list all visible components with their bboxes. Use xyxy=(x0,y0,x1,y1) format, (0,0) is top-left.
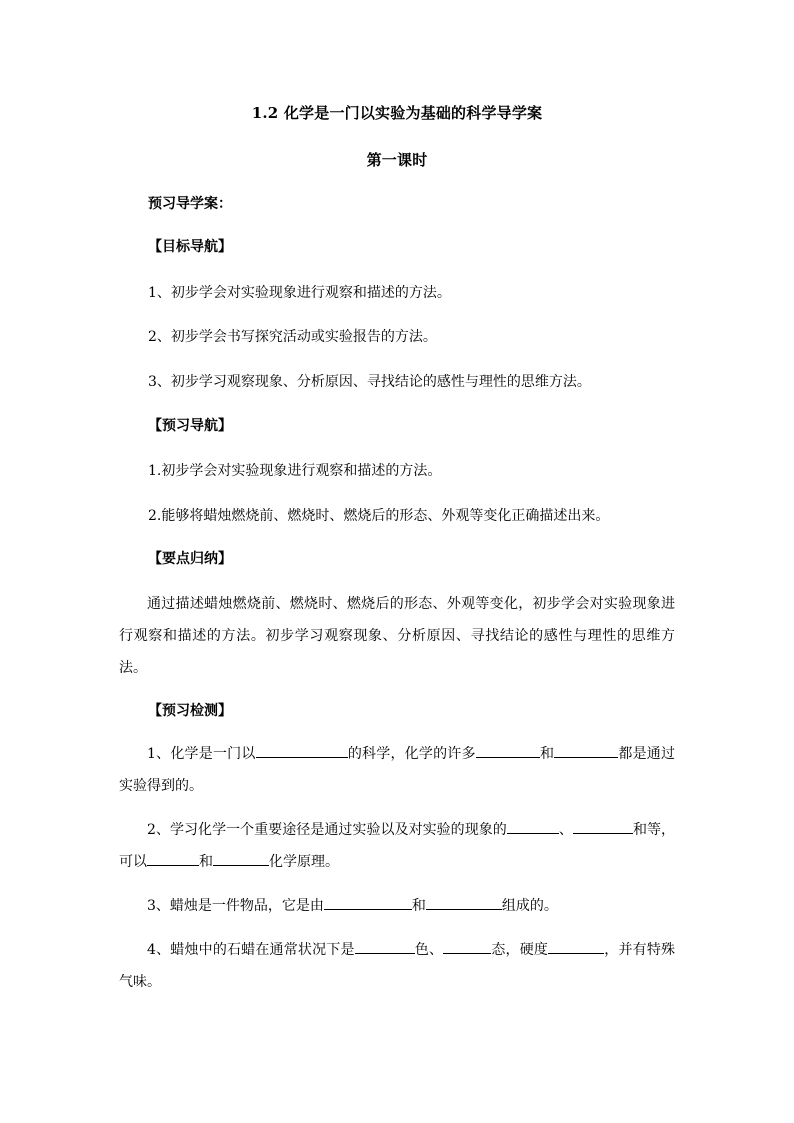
question-4 xyxy=(119,934,675,998)
question-4-part-c: 态，硬度 xyxy=(491,942,549,958)
section-preview-label: 预习导学案： xyxy=(148,196,232,212)
question-3-part-a: 3、蜡烛是一件物品，它是由 xyxy=(147,898,324,914)
answer-blank[interactable] xyxy=(213,851,269,866)
key-points-text: 通过描述蜡烛燃烧前、燃烧时、燃烧后的形态、外观等变化，初步学会对实验现象进行观察和描述的方法。初步学习观察现象、分析原因、寻找结论的感性与理性的思维方法。 xyxy=(119,596,675,676)
answer-blank[interactable] xyxy=(554,743,618,758)
question-2-part-a: 2、学习化学一个重要途径是通过实验以及对实验的现象的 xyxy=(147,822,507,838)
question-1-part-c: 和 xyxy=(539,746,555,762)
question-4-part-b: 色、 xyxy=(414,942,444,958)
answer-blank[interactable] xyxy=(324,895,412,910)
question-2-part-e: 化学原理。 xyxy=(269,854,339,870)
question-1-part-a: 1、化学是一门以 xyxy=(147,746,256,762)
answer-blank[interactable] xyxy=(507,819,559,834)
document-subtitle: 第一课时 xyxy=(366,151,428,169)
question-2-part-c: 和等，可以 xyxy=(119,822,676,870)
question-1 xyxy=(119,738,675,802)
question-1-part-b: 的科学，化学的许多 xyxy=(347,746,476,762)
goal-item-3: 3、初步学习观察现象、分析原因、寻找结论的感性与理性的思维方法。 xyxy=(148,374,591,390)
question-2 xyxy=(119,814,675,878)
question-4-part-a: 4、蜡烛中的石蜡在通常状况下是 xyxy=(147,942,355,958)
question-1-part-d: 都是通过实验得到的。 xyxy=(119,746,676,794)
goals-heading: 【目标导航】 xyxy=(148,239,232,255)
question-3 xyxy=(119,890,675,922)
check-heading: 【预习检测】 xyxy=(148,703,232,719)
question-3-part-c: 组成的。 xyxy=(501,898,558,914)
answer-blank[interactable] xyxy=(426,895,502,910)
preview-nav-item-2: 2.能够将蜡烛燃烧前、燃烧时、燃烧后的形态、外观等变化正确描述出来。 xyxy=(148,508,610,524)
question-2-part-d: 和 xyxy=(199,854,213,870)
question-3-part-b: 和 xyxy=(411,898,426,914)
answer-blank[interactable] xyxy=(443,939,491,954)
answer-blank[interactable] xyxy=(476,743,540,758)
answer-blank[interactable] xyxy=(256,743,348,758)
document-title: 1.2 化学是一门以实验为基础的科学导学案 xyxy=(251,104,543,122)
key-points-heading: 【要点归纳】 xyxy=(148,551,232,567)
question-4-part-d: ，并有特殊气味。 xyxy=(119,942,676,990)
answer-blank[interactable] xyxy=(573,819,633,834)
goal-item-1: 1、初步学会对实验现象进行观察和描述的方法。 xyxy=(148,285,451,301)
preview-nav-item-1: 1.初步学会对实验现象进行观察和描述的方法。 xyxy=(148,463,442,479)
answer-blank[interactable] xyxy=(147,851,199,866)
answer-blank[interactable] xyxy=(355,939,415,954)
goal-item-2: 2、初步学会书写探究活动或实验报告的方法。 xyxy=(148,329,437,345)
answer-blank[interactable] xyxy=(548,939,604,954)
question-2-part-b: 、 xyxy=(558,822,573,838)
preview-nav-heading: 【预习导航】 xyxy=(148,418,232,434)
